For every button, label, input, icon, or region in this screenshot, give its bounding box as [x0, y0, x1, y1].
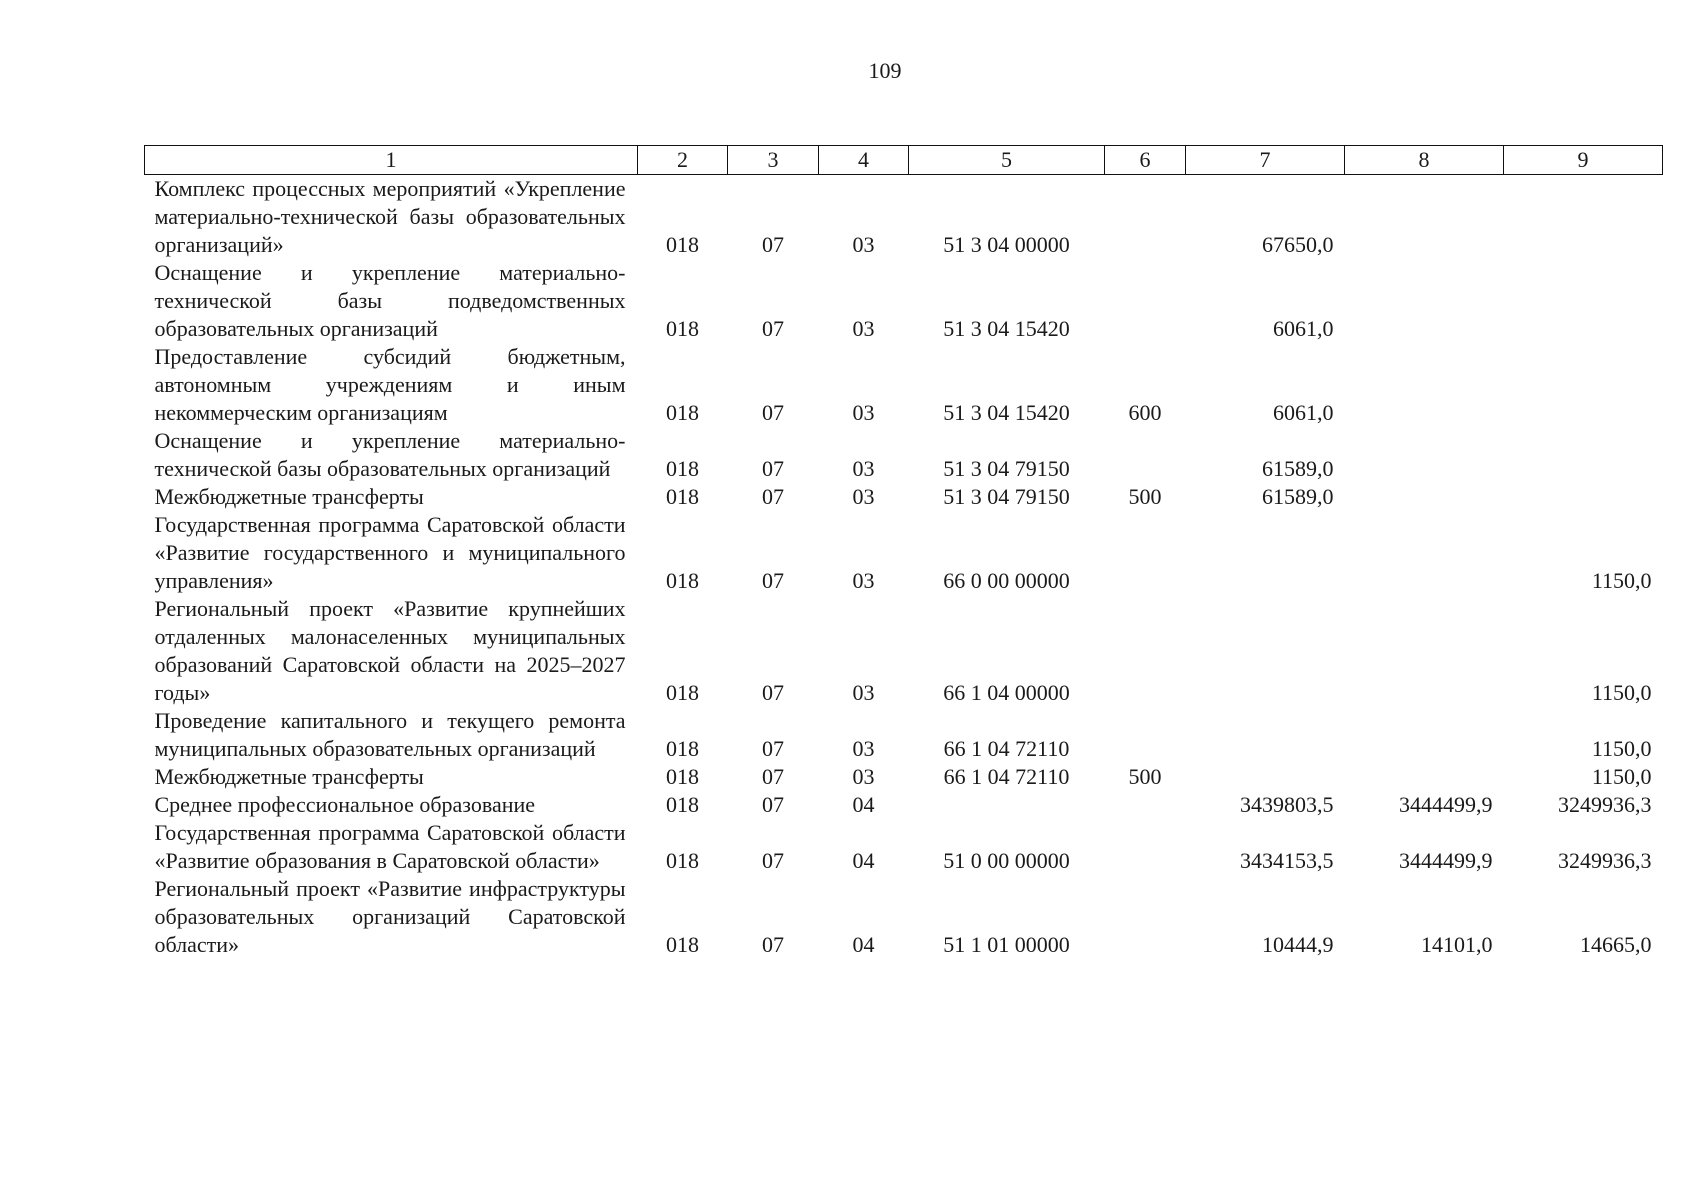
table-row	[145, 259, 1663, 343]
table-row	[145, 427, 1663, 483]
cell-c5	[909, 791, 1105, 819]
cell-c4: 03	[852, 232, 875, 257]
cell-c5: 66 1 04 72110	[943, 736, 1070, 761]
cell-c8	[1345, 175, 1504, 260]
cell-c3: 07	[762, 484, 784, 509]
row-name: Среднее профессиональное образование	[154, 792, 536, 817]
cell-c4: 03	[852, 456, 875, 481]
cell-c8	[1345, 763, 1504, 791]
cell-c9: 3249936,3	[1558, 848, 1652, 873]
table-row	[145, 875, 1663, 959]
cell-c7: 10444,9	[1262, 932, 1334, 957]
cell-c9: 1150,0	[1591, 764, 1652, 789]
col-header-3: 3	[728, 146, 819, 175]
cell-c7: 3439803,5	[1240, 792, 1334, 817]
cell-c2: 018	[666, 764, 699, 789]
cell-c5: 51 3 04 15420	[943, 400, 1070, 425]
cell-c7: 61589,0	[1262, 456, 1334, 481]
col-header-5: 5	[909, 146, 1105, 175]
cell-c8	[1345, 511, 1504, 595]
cell-c9: 14665,0	[1580, 932, 1652, 957]
page-number: 109	[868, 58, 902, 83]
cell-c6	[1105, 791, 1186, 819]
cell-c2: 018	[666, 568, 699, 593]
cell-c2: 018	[666, 680, 699, 705]
cell-c2: 018	[666, 232, 699, 257]
cell-c7: 6061,0	[1273, 400, 1334, 425]
cell-c6	[1105, 875, 1186, 959]
cell-c9	[1504, 483, 1663, 511]
cell-c3: 07	[762, 232, 784, 257]
cell-c3: 07	[762, 736, 784, 761]
cell-c9: 3249936,3	[1558, 792, 1652, 817]
cell-c9	[1504, 427, 1663, 483]
col-header-9: 9	[1504, 146, 1663, 175]
row-name: Комплекс процессных мероприятий «Укрепление материально-технической базы образовательных организаций»	[154, 176, 626, 257]
cell-c3: 07	[762, 932, 784, 957]
cell-c4: 03	[852, 316, 875, 341]
cell-c7: 67650,0	[1262, 232, 1334, 257]
cell-c8	[1345, 707, 1504, 763]
row-name: Региональный проект «Развитие крупнейших отдаленных малонаселенных муниципальных образований Саратовской области на 2025–2027 годы»	[154, 596, 626, 705]
table-row	[145, 483, 1663, 511]
table-row	[145, 791, 1663, 819]
cell-c2: 018	[666, 484, 699, 509]
cell-c5: 66 1 04 72110	[943, 764, 1070, 789]
table-body	[145, 175, 1663, 960]
cell-c2: 018	[666, 736, 699, 761]
table-row	[145, 343, 1663, 427]
cell-c9	[1504, 259, 1663, 343]
cell-c2: 018	[666, 456, 699, 481]
row-name: Предоставление субсидий бюджетным, автономным учреждениям и иным некоммерческим организациям	[154, 344, 626, 425]
cell-c9: 1150,0	[1591, 736, 1652, 761]
cell-c7	[1186, 595, 1345, 707]
col-header-7: 7	[1186, 146, 1345, 175]
budget-table	[144, 145, 1663, 959]
col-header-1: 1	[145, 146, 638, 175]
row-name: Межбюджетные трансферты	[154, 764, 424, 789]
cell-c3: 07	[762, 680, 784, 705]
column-number-row	[145, 146, 1663, 175]
row-name: Оснащение и укрепление материально-технической базы подведомственных образовательных организаций	[154, 260, 626, 341]
cell-c8	[1345, 427, 1504, 483]
table-row	[145, 707, 1663, 763]
cell-c6	[1105, 595, 1186, 707]
cell-c8	[1345, 483, 1504, 511]
cell-c3: 07	[762, 456, 784, 481]
col-header-6: 6	[1105, 146, 1186, 175]
row-name: Проведение капитального и текущего ремонта муниципальных образовательных организаций	[154, 708, 626, 761]
table-row	[145, 819, 1663, 875]
cell-c6	[1105, 259, 1186, 343]
cell-c3: 07	[762, 764, 784, 789]
row-name: Региональный проект «Развитие инфраструктуры образовательных организаций Саратовской области»	[154, 876, 626, 957]
row-name: Государственная программа Саратовской области «Развитие образования в Саратовской области»	[154, 820, 626, 873]
cell-c6	[1105, 427, 1186, 483]
cell-c3: 07	[762, 792, 784, 817]
table-row	[145, 511, 1663, 595]
cell-c9: 1150,0	[1591, 568, 1652, 593]
row-name: Оснащение и укрепление материально-технической базы образовательных организаций	[154, 428, 626, 481]
cell-c3: 07	[762, 568, 784, 593]
cell-c2: 018	[666, 400, 699, 425]
cell-c5: 51 3 04 79150	[943, 456, 1070, 481]
cell-c7	[1186, 763, 1345, 791]
cell-c2: 018	[666, 932, 699, 957]
cell-c6	[1105, 819, 1186, 875]
cell-c8: 3444499,9	[1399, 792, 1493, 817]
cell-c8	[1345, 595, 1504, 707]
cell-c4: 03	[852, 568, 875, 593]
col-header-4: 4	[819, 146, 909, 175]
cell-c4: 03	[852, 400, 875, 425]
cell-c7	[1186, 511, 1345, 595]
cell-c2: 018	[666, 848, 699, 873]
cell-c8	[1345, 259, 1504, 343]
cell-c5: 66 1 04 00000	[943, 680, 1070, 705]
cell-c5: 51 3 04 15420	[943, 316, 1070, 341]
cell-c4: 03	[852, 484, 875, 509]
cell-c6: 600	[1128, 400, 1162, 425]
cell-c7: 3434153,5	[1240, 848, 1334, 873]
cell-c2: 018	[666, 316, 699, 341]
cell-c4: 03	[852, 680, 875, 705]
cell-c8: 14101,0	[1421, 932, 1493, 957]
table-row	[145, 595, 1663, 707]
cell-c5: 51 3 04 79150	[943, 484, 1070, 509]
cell-c4: 03	[852, 736, 875, 761]
cell-c4: 03	[852, 764, 875, 789]
cell-c9	[1504, 343, 1663, 427]
cell-c5: 51 0 00 00000	[943, 848, 1070, 873]
cell-c7	[1186, 707, 1345, 763]
cell-c7: 61589,0	[1262, 484, 1334, 509]
col-header-2: 2	[638, 146, 728, 175]
cell-c8	[1345, 343, 1504, 427]
cell-c5: 51 1 01 00000	[943, 932, 1070, 957]
cell-c6	[1105, 707, 1186, 763]
cell-c8: 3444499,9	[1399, 848, 1493, 873]
cell-c6	[1105, 175, 1186, 260]
cell-c4: 04	[852, 848, 875, 873]
col-header-8: 8	[1345, 146, 1504, 175]
table-row	[145, 763, 1663, 791]
table-row	[145, 175, 1663, 260]
row-name: Государственная программа Саратовской области «Развитие государственного и муниципального управления»	[154, 512, 626, 593]
cell-c4: 04	[852, 932, 875, 957]
cell-c2: 018	[666, 792, 699, 817]
cell-c6	[1105, 511, 1186, 595]
cell-c6: 500	[1128, 484, 1162, 509]
table-header	[145, 146, 1663, 175]
cell-c7: 6061,0	[1273, 316, 1334, 341]
cell-c6: 500	[1128, 764, 1162, 789]
cell-c5: 66 0 00 00000	[943, 568, 1070, 593]
cell-c3: 07	[762, 316, 784, 341]
row-name: Межбюджетные трансферты	[154, 484, 424, 509]
cell-c3: 07	[762, 400, 784, 425]
cell-c5: 51 3 04 00000	[943, 232, 1070, 257]
cell-c9	[1504, 175, 1663, 260]
cell-c3: 07	[762, 848, 784, 873]
cell-c9: 1150,0	[1591, 680, 1652, 705]
cell-c4: 04	[852, 792, 875, 817]
